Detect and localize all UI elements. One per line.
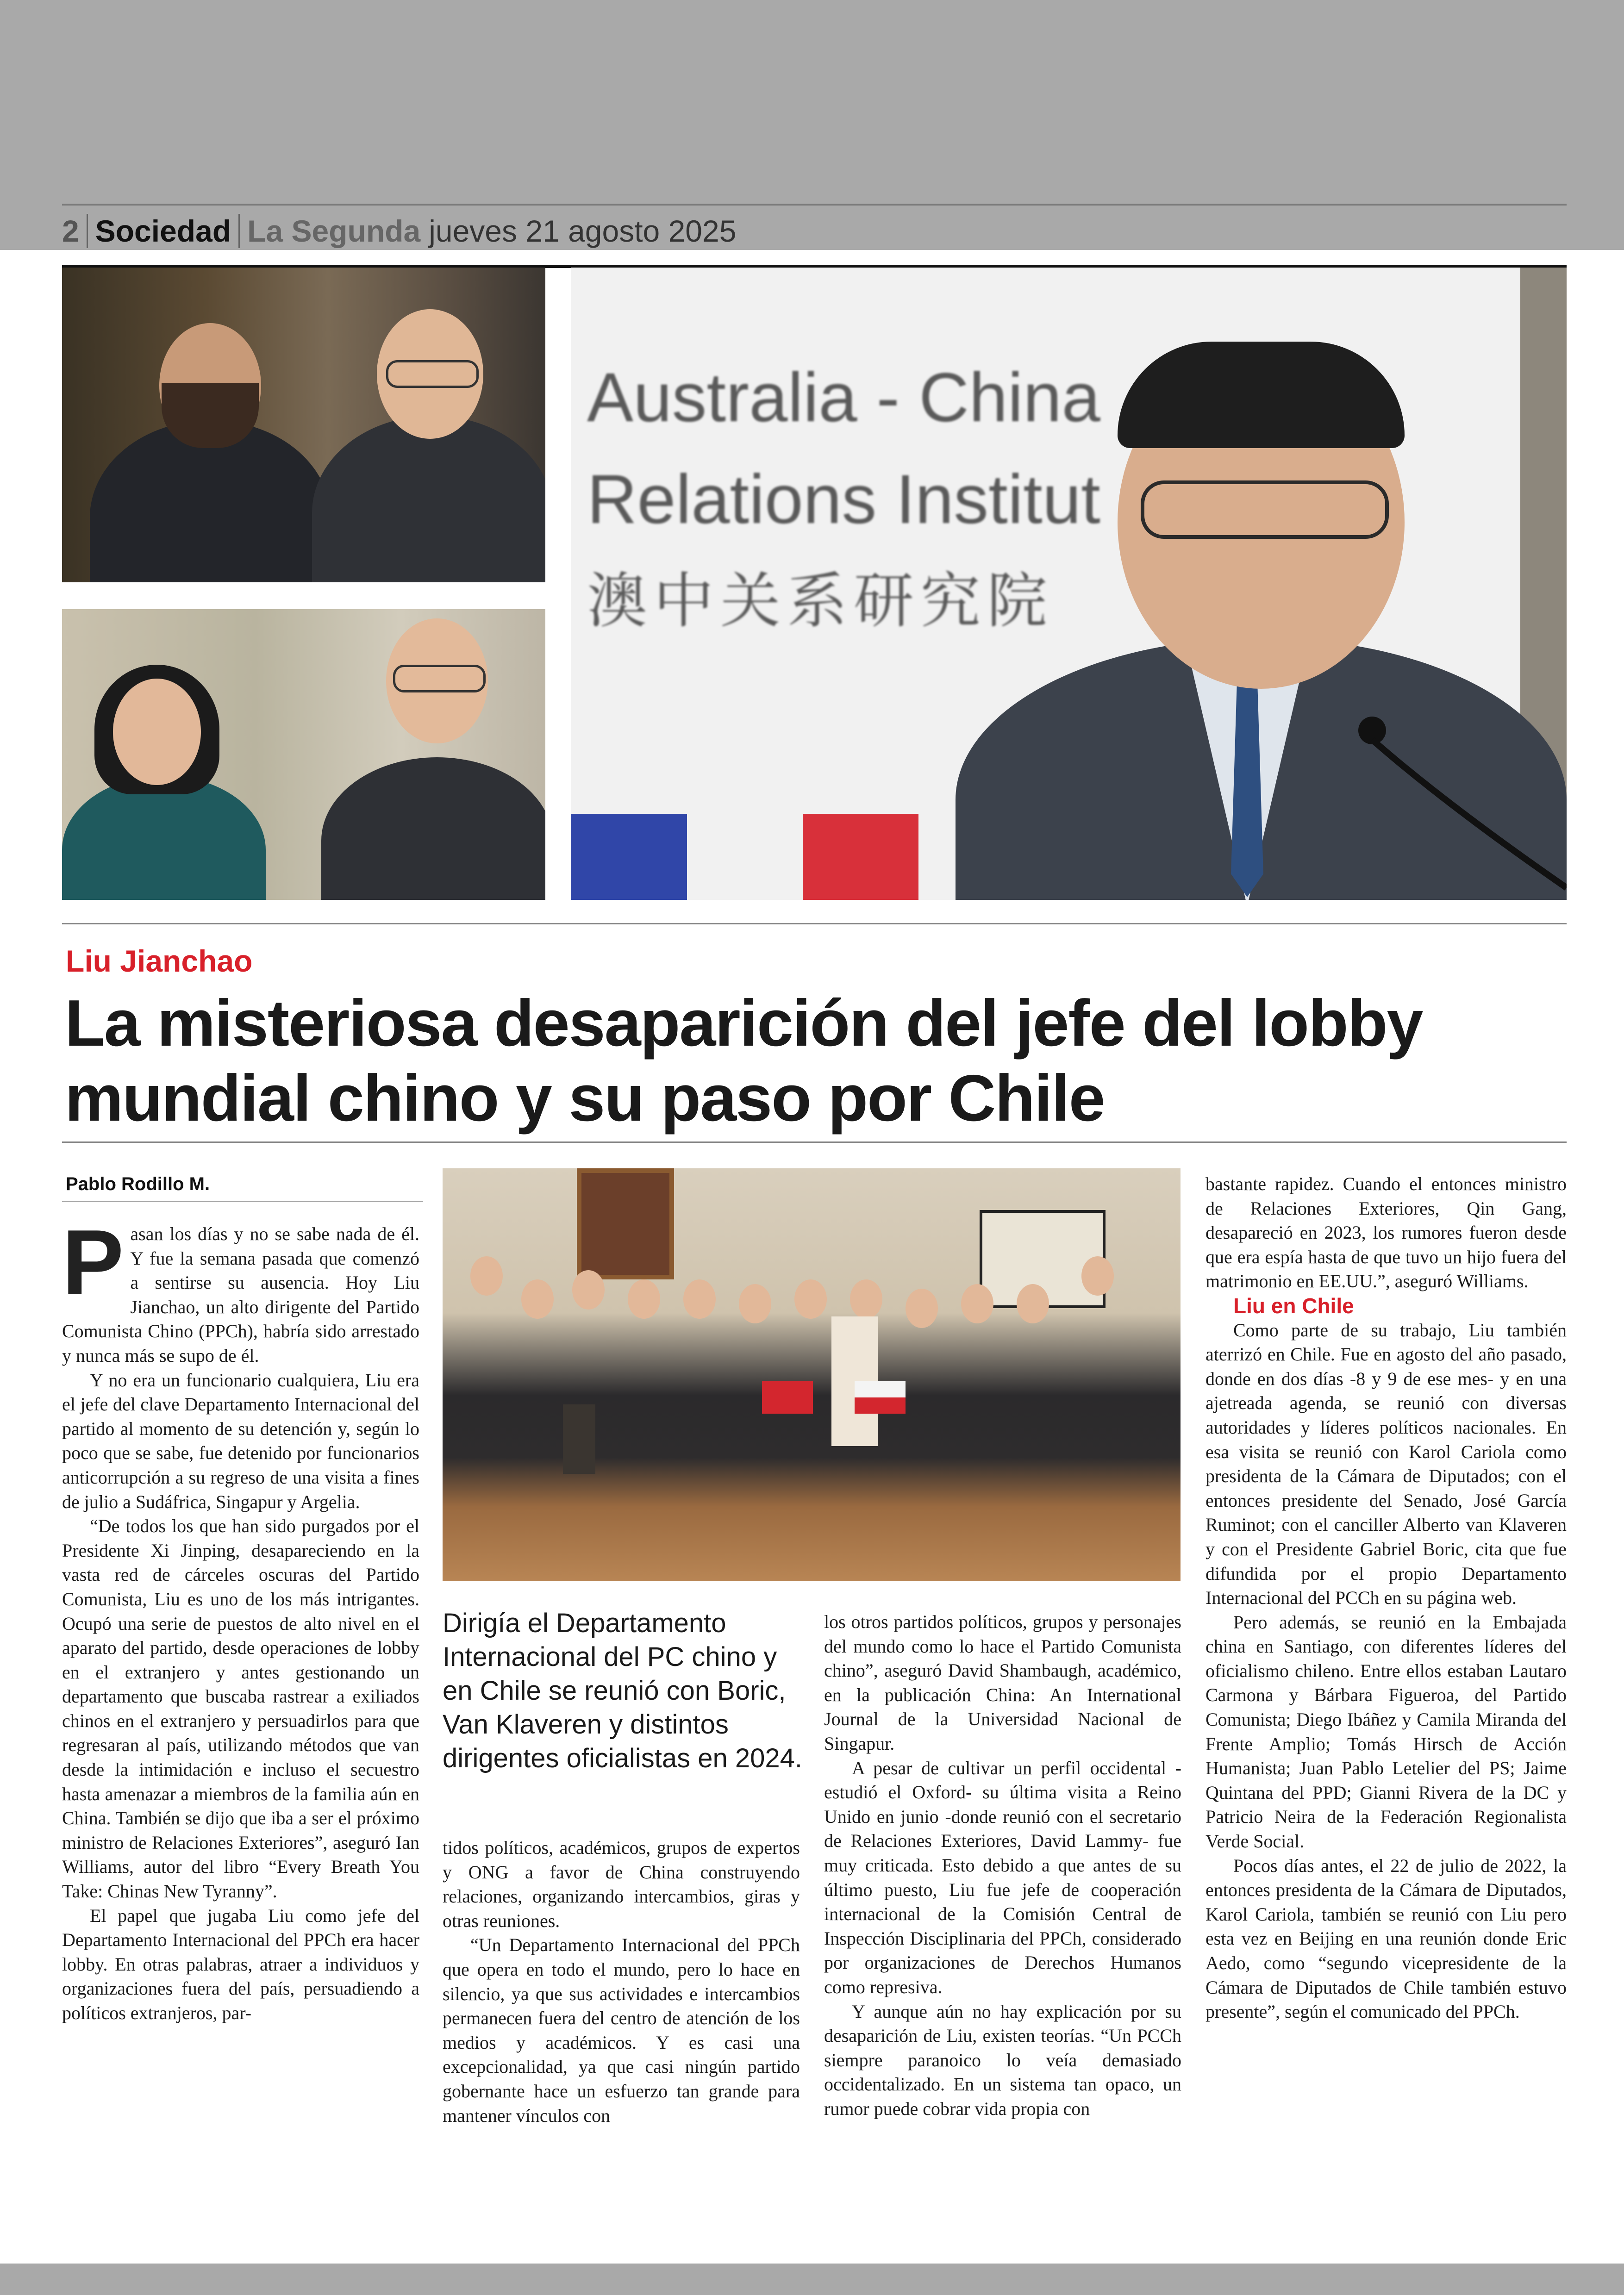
paragraph: “Un Departamento Internacional del PPCh que opera en todo el mundo, pero lo hace en silencio, ya que sus actividades e intercambios permanecen fuera del centro de atención de los medios y académicos. Y es casi una excepcionalidad, ya que casi ningún partido gobernante hace un esfuerzo tan grande para mantener vínculos con xyxy=(443,1934,800,2126)
subheading: Liu en Chile xyxy=(1233,1293,1354,1318)
page-number: 2 xyxy=(62,214,79,248)
header-rule xyxy=(62,204,1567,206)
article-byline: Pablo Rodillo M. xyxy=(66,1174,210,1194)
paragraph: “De todos los que han sido purgados por el Presidente Xi Jinping, desapareciendo en la vasta red de cárceles oscuras del Partido Comunista, Liu es uno de los más intrigantes. Ocupó una serie de puestos de alto nivel en el aparato del partido, desde operaciones de lobby en el extranjero y antes gestionando un departamento que buscaba rastrear a exiliados chinos en el extranjero y persuadirlos para que regresaran al país, utilizando métodos que van desde la intimidación e incluso el secuestro hasta amenazar a miembros de la familia aún en China. También se dijo que iba a ser el próximo ministro de Relaciones Exteriores”, aseguró Ian Williams, autor del libro “Every Breath You Take: Chinas New Tyranny”. xyxy=(62,1515,419,1902)
paragraph-text: asan los días y no se sabe nada de él. Y fue la semana pasada que comenzó a sentirse su ausencia. Hoy Liu Jianchao, un alto dirigente del Partido Comunista Chino (PPCh), habría sido arrestado y nunca más se supo de él. xyxy=(62,1223,419,1366)
person-silhouette xyxy=(62,776,266,900)
person-silhouette xyxy=(312,416,545,582)
person-face xyxy=(572,1270,605,1310)
paragraph: A pesar de cultivar un perfil occidental -estudió el Oxford- su última visita a Reino Unido en junio -donde reunió con el secretario de Relaciones Exteriores, David Lammy- fue muy criticada. Esto debido a que antes de su último puesto, Liu fue jefe de cooperación internacional de la Comisión Central de Inspección Disciplinaria del PPCh, considerado por organizaciones de Derechos Humanos como represiva. xyxy=(824,1757,1181,1997)
person-face xyxy=(1017,1284,1049,1323)
paragraph: los otros partidos políticos, grupos y personajes del mundo como lo hace el Partido Comunista chino”, aseguró David Shambaugh, académico, en la publicación China: An International Journal de la Universidad Nacional de Singapur. xyxy=(824,1611,1181,1754)
person-face xyxy=(850,1279,882,1319)
paragraph: bastante rapidez. Cuando el entonces ministro de Relaciones Exteriores, Qin Gang, desapareció en 2023, los rumores fueron desde que era espía hasta de que tuvo un hijo fuera del matrimonio en EE.UU.”, aseguró Williams. xyxy=(1206,1173,1567,1292)
person-silhouette xyxy=(321,757,545,900)
paragraph: El papel que jugaba Liu como jefe del Departamento Internacional del PPCh era hacer lobby. En otras palabras, atraer a individuos y organizaciones fuera del país, persuadiendo a políticos extranjeros, par- xyxy=(62,1905,419,2023)
microphone-icon xyxy=(1354,712,1567,900)
statue xyxy=(563,1404,595,1474)
paragraph: Como parte de su trabajo, Liu también aterrizó en Chile. Fue en agosto del año pasado, donde en dos días -8 y 9 de ese mes- y en una ajetreada agenda, se reunió con diversas autoridades y líderes políticos nacionales. En esa visita se reunió con Karol Cariola como presidenta de la Cámara de Diputados; con el entonces presidente del Senado, José García Ruminot; con el canciller Alberto van Klaveren y con el Presidente Gabriel Boric, cita que fue difundida por el propio Departamento Internacional del PCCh en su página web. xyxy=(1206,1319,1567,1609)
newspaper-name: La Segunda xyxy=(247,214,421,248)
paragraph: Pocos días antes, el 22 de julio de 2022, la entonces presidenta de la Cámara de Diputados, Karol Cariola, también se reunió con Liu pero esta vez en Beijing en una reunión donde Eric Aedo, como “segundo vicepresidente de la Cámara de Diputados de Chile también estuvo presente”, según el comunicado del PPCh. xyxy=(1206,1855,1567,2022)
paragraph: tidos políticos, académicos, grupos de expertos y ONG a favor de China construyendo relaciones, organizando intercambios, giras y otras reuniones. xyxy=(443,1837,800,1931)
institute-sign xyxy=(587,346,1100,652)
header-line xyxy=(62,210,736,252)
person-face xyxy=(794,1279,827,1319)
person-face xyxy=(521,1279,554,1319)
person-face xyxy=(470,1256,503,1296)
drop-cap: P xyxy=(62,1211,124,1314)
glasses xyxy=(393,665,486,692)
glasses xyxy=(386,360,479,388)
person-face xyxy=(683,1279,716,1319)
page-header xyxy=(62,204,1567,250)
person-face xyxy=(1081,1256,1114,1296)
portrait-frame xyxy=(577,1168,674,1279)
byline-rule xyxy=(62,1201,423,1202)
flag-red xyxy=(803,814,918,900)
hair xyxy=(1118,342,1405,448)
paragraph: Pero además, se reunió en la Embajada china en Santiago, con diferentes líderes del oficialismo chileno. Entre ellos estaban Lautaro Carmona y Bárbara Figueroa, del Partido Comunista; Diego Ibáñez y Camila Miranda del Frente Amplio; Tomás Hirsch de Acción Humanista; Juan Pablo Letelier del PS; Jaime Quintana del PPD; Gianni Rivera de la DC y Patricio Neira de la Federación Regionalista Verde Social. xyxy=(1206,1611,1567,1852)
china-flag xyxy=(762,1381,813,1414)
person-face xyxy=(739,1284,771,1323)
sign-line-1: Australia - China xyxy=(587,358,1100,436)
photo-boric-liu xyxy=(62,268,545,582)
person-face xyxy=(113,679,201,785)
issue-date: jueves 21 agosto 2025 xyxy=(429,214,737,248)
person-face xyxy=(906,1289,938,1328)
chile-flag xyxy=(855,1381,906,1414)
person-face xyxy=(961,1284,993,1323)
article-column-4 xyxy=(1206,1172,1567,2024)
paragraph: Y aunque aún no hay explicación por su desaparición de Liu, existen teorías. “Un PCCh siempre paranoico lo veía demasiado occidentalizado. En un sistema tan opaco, un rumor puede cobrar vida propia con xyxy=(824,2001,1181,2119)
flag-blue xyxy=(571,814,687,900)
paragraph xyxy=(62,1211,419,1368)
photo-liu-speaking xyxy=(571,268,1567,900)
sign-line-3: 澳中关系研究院 xyxy=(587,567,1054,635)
header-separator xyxy=(87,214,88,248)
header-separator xyxy=(238,214,240,248)
sign-line-2: Relations Institut xyxy=(587,460,1100,538)
headline-rule-top xyxy=(62,923,1567,924)
paragraph: Y no era un funcionario cualquiera, Liu era el jefe del clave Departamento Internacional del partido al momento de su detención y, según lo poco que se sabe, fue detenido por funcionarios anticorrupción a su regreso de una visita a fines de julio a Sudáfrica, Singapur y Argelia. xyxy=(62,1369,419,1512)
photo-group-meeting xyxy=(443,1168,1181,1581)
article-column-3 xyxy=(824,1610,1181,2121)
article-column-1 xyxy=(62,1211,419,2026)
article-kicker: Liu Jianchao xyxy=(66,944,253,978)
pull-quote: Dirigía el Departamento Internacional del PC chino y en Chile se reunió con Boric, Van Klaveren y distintos dirigentes oficialistas en 2024. xyxy=(443,1608,803,1773)
photo-cariola-liu xyxy=(62,609,545,900)
article-headline: La misteriosa desaparición del jefe del lobby mundial chino y su paso por Chile xyxy=(65,986,1423,1135)
headline-rule-bottom xyxy=(62,1141,1567,1143)
section-name: Sociedad xyxy=(95,214,231,248)
flag-white xyxy=(687,814,803,900)
person-face xyxy=(628,1279,660,1319)
glasses xyxy=(1141,480,1389,539)
article-column-2 xyxy=(443,1836,800,2128)
